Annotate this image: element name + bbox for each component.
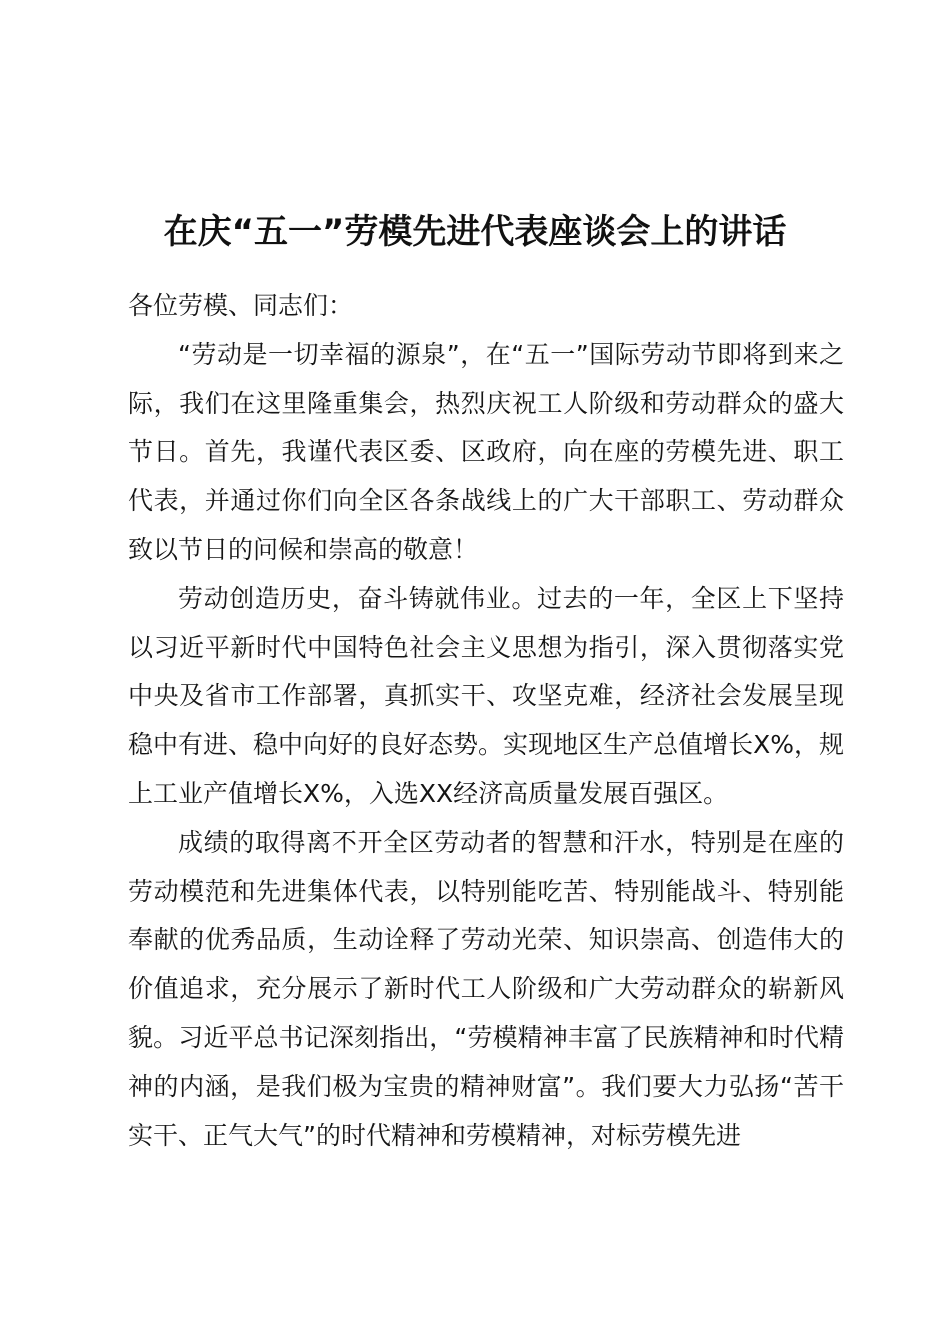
paragraph-3: 成绩的取得离不开全区劳动者的智慧和汗水，特别是在座的劳动模范和先进集体代表，以特别能吃苦、特别能战斗、特别能奉献的优秀品质，生动诠释了劳动光荣、知识崇高、创造伟大的价值追求，充分展示了新时代工人阶级和广大劳动群众的崭新风貌。习近平总书记深刻指出，“劳模精神丰富了民族精神和时代精神的内涵，是我们极为宝贵的精神财富”。我们要大力弘扬“苦干实干、正气大气”的时代精神和劳模精神，对标劳模先进 xyxy=(128,827,844,1150)
salutation: 各位劳模、同志们： xyxy=(128,291,354,320)
paragraph-2: 劳动创造历史，奋斗铸就伟业。过去的一年，全区上下坚持以习近平新时代中国特色社会主义思想为指引，深入贯彻落实党中央及省市工作部署，真抓实干、攻坚克难，经济社会发展呈现稳中有进、稳中向好的良好态势。实现地区生产总值增长X%，规上工业产值增长X%，入选XX经济高质量发展百强区。 xyxy=(128,583,844,808)
paragraph-1: “劳动是一切幸福的源泉”，在“五一”国际劳动节即将到来之际，我们在这里隆重集会，热烈庆祝工人阶级和劳动群众的盛大节日。首先，我谨代表区委、区政府，向在座的劳模先进、职工代表，并通过你们向全区各条战线上的广大干部职工、劳动群众致以节日的问候和崇高的敬意！ xyxy=(128,339,844,564)
document-title: 在庆“五一”劳模先进代表座谈会上的讲话 xyxy=(163,212,787,252)
document-body xyxy=(128,282,844,1160)
